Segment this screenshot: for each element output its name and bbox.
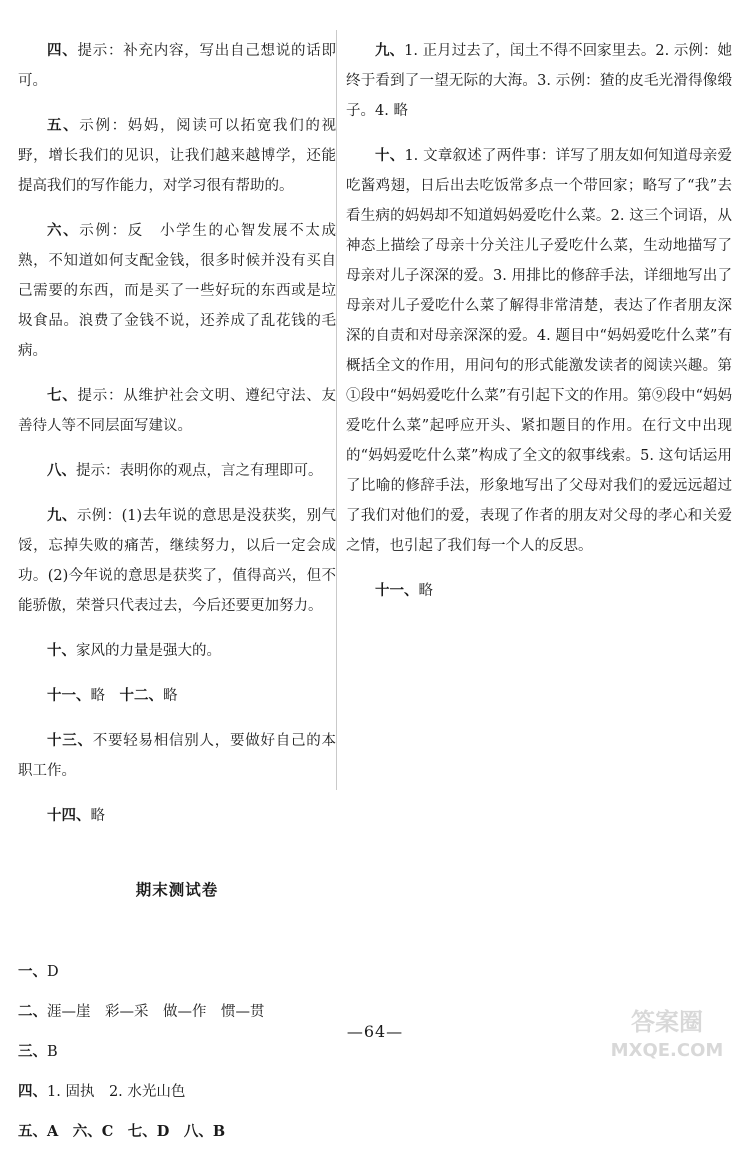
answer-9: 九、示例：(1)去年说的意思是没获奖，别气馁，忘掉失败的痛苦，继续努力，以后一定会成功。(2)今年说的意思是获奖了，值得高兴，但不能骄傲，荣誉只代表过去，今后还要更加努力。: [18, 507, 336, 614]
section-title: 期末测试卷: [135, 880, 219, 899]
watermark-text-url: MXQE.COM: [610, 1040, 724, 1061]
final-answer-2: 二、涯—崖 彩—采 做—作 惯—贯: [18, 1003, 265, 1020]
final-answer-1: 一、D: [18, 963, 59, 980]
answer-14: 十四、略: [47, 807, 105, 824]
watermark-text-cn: 答案圈: [631, 1008, 703, 1036]
right-column: [346, 36, 732, 621]
answer-10: 十、家风的力量是强大的。: [47, 642, 221, 659]
right-answer-10: 十、1. 文章叙述了两件事：详写了朋友如何知道母亲爱吃酱鸡翅，日后出去吃饭常多点一个带回家；略写了“我”去看生病的妈妈却不知道妈妈爱吃什么菜。2. 这三个词语，从神态上描绘了母亲十分关注儿子爱吃什么菜，生动地描写了母亲对儿子深深的爱。3. 用排比的修辞手法，详细地写出了母亲对儿子爱吃什么菜了解得非常清楚，表达了作者朋友深深的自责和对母亲深深的爱。4. 题目中“妈妈爱吃什么菜”有概括全文的作用，用问句的形式能激发读者的阅读兴趣。第①段中“妈妈爱吃什么菜”有引起下文的作用。第⑨段中“妈妈爱吃什么菜”起呼应开头、紧扣题目的作用。在行文中出现的“妈妈爱吃什么菜”构成了全文的叙事线索。5. 这句话运用了比喻的修辞手法，形象地写出了父母对我们的爱远远超过了我们对他们的爱，表现了作者的朋友对父母的孝心和关爱之情，也引起了我们每一个人的反思。: [346, 147, 733, 554]
page-number: —64—: [346, 1022, 404, 1041]
answer-7: 七、提示：从维护社会文明、遵纪守法、友善待人等不同层面写建议。: [18, 387, 336, 434]
left-column: [18, 36, 336, 1157]
right-answer-11: 十一、略: [375, 582, 433, 599]
answer-4: 四、提示：补充内容，写出自己想说的话即可。: [18, 42, 336, 89]
final-answer-3: 三、B: [18, 1043, 58, 1060]
final-answer-5-8: 五、A 六、C 七、D 八、B: [18, 1123, 226, 1140]
watermark-logo: [592, 1000, 742, 1064]
answer-8: 八、提示：表明你的观点，言之有理即可。: [47, 462, 323, 479]
column-divider: [336, 30, 337, 790]
right-answer-9: 九、1. 正月过去了，闰土不得不回家里去。2. 示例：她终于看到了一望无际的大海。3. 示例：猹的皮毛光滑得像缎子。4. 略: [346, 42, 733, 119]
final-answer-4: 四、1. 固执 2. 水光山色: [18, 1083, 186, 1100]
answer-11-12: 十一、略 十二、略: [47, 687, 178, 704]
answer-6: 六、示例：反 小学生的心智发展不太成熟，不知道如何支配金钱，很多时候并没有买自己需要的东西，而是买了一些好玩的东西或是垃圾食品。浪费了金钱不说，还养成了乱花钱的毛病。: [18, 222, 337, 359]
answer-5: 五、示例：妈妈，阅读可以拓宽我们的视野，增长我们的见识，让我们越来越博学，还能提高我们的写作能力，对学习很有帮助的。: [18, 117, 337, 194]
answer-13: 十三、不要轻易相信别人，要做好自己的本职工作。: [18, 732, 336, 779]
